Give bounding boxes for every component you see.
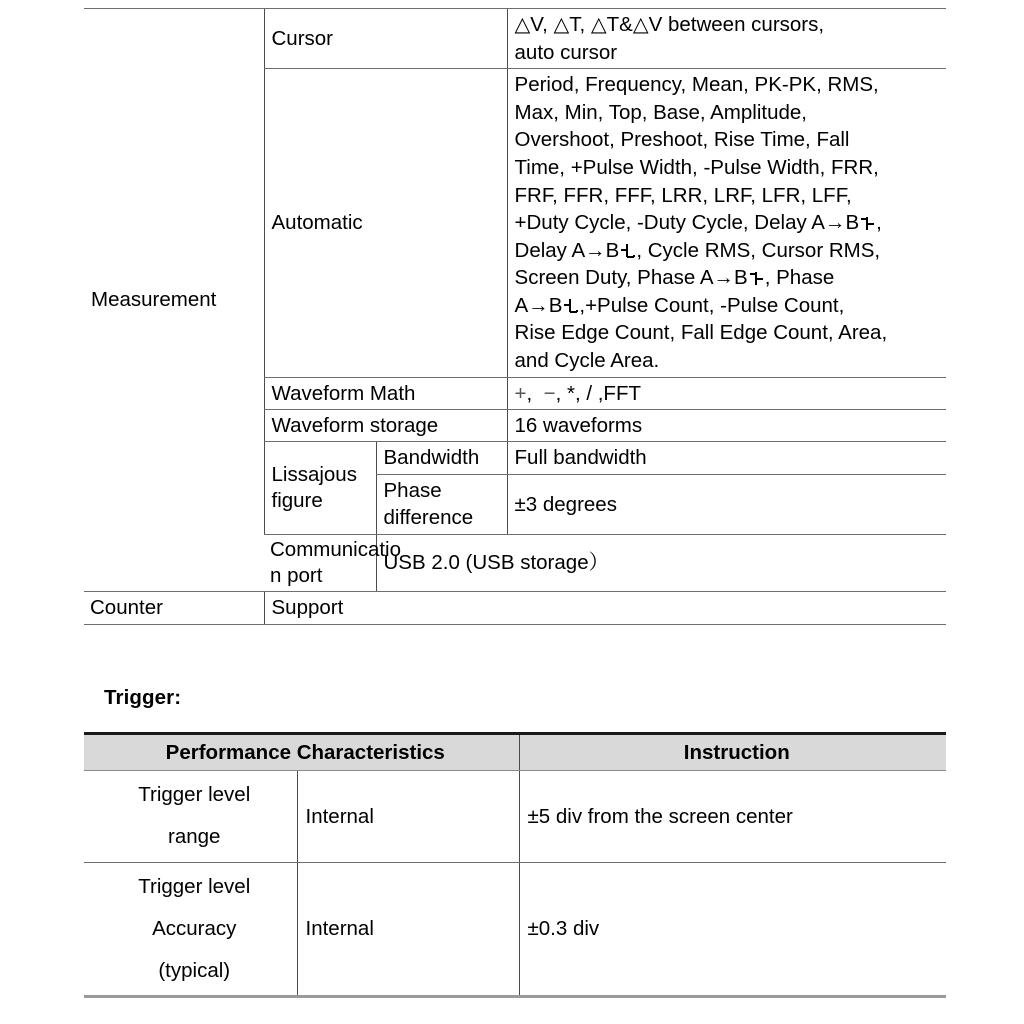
cell-phase-difference-name	[376, 474, 507, 534]
auto-line-11: and Cycle Area.	[514, 348, 660, 372]
cursor-value-line1: △V, △T, △T&△V between cursors,	[514, 13, 825, 36]
cell-trigger-accuracy-instruction: ±0.3 div	[519, 862, 946, 996]
comm-port-label-line2: n port	[270, 564, 323, 588]
phase-diff-line1: Phase	[383, 478, 442, 502]
row-label-communication-port	[264, 534, 402, 591]
auto-line-8-tail: , Phase	[764, 266, 835, 290]
cell-lissajous-label	[264, 442, 376, 534]
cell-counter-value: Support	[264, 592, 946, 624]
table-row	[84, 592, 946, 624]
cell-waveform-math-value	[507, 377, 946, 409]
table-row	[84, 771, 946, 862]
auto-line-9: A→B	[514, 293, 563, 317]
auto-line-6-tail: ,	[876, 211, 882, 235]
row-label-counter: Counter	[84, 592, 264, 624]
lissajous-label-line1: Lissajous	[271, 462, 357, 486]
column-header-instruction: Instruction	[519, 734, 946, 771]
auto-line-7-tail: , Cycle RMS, Cursor RMS,	[636, 238, 881, 262]
cell-cursor-name: Cursor	[264, 9, 507, 69]
auto-line-7: Delay A→B	[514, 238, 620, 262]
phase-diff-line2: difference	[383, 506, 474, 530]
cell-cursor-value	[507, 9, 946, 69]
trigger-level-accuracy-line1: Trigger level	[138, 874, 251, 898]
cell-waveform-math-name: Waveform Math	[264, 377, 507, 409]
trigger-level-accuracy-line2: Accuracy	[152, 916, 237, 940]
falling-edge-icon	[563, 298, 578, 315]
auto-line-9-tail: ,+Pulse Count, -Pulse Count,	[579, 293, 845, 317]
auto-line-2: Max, Min, Top, Base, Amplitude,	[514, 100, 807, 124]
math-sep1: ,	[526, 381, 544, 405]
measurement-spec-table	[84, 8, 946, 625]
lissajous-label-line2: figure	[271, 489, 323, 513]
auto-line-6: +Duty Cycle, -Duty Cycle, Delay A→B	[514, 211, 860, 235]
table-row	[84, 9, 946, 69]
cell-trigger-level-range	[84, 771, 297, 862]
cell-waveform-storage-name: Waveform storage	[264, 410, 507, 442]
trigger-level-range-line2: range	[168, 825, 221, 849]
cell-automatic-value	[507, 69, 946, 377]
cell-bandwidth-name: Bandwidth	[376, 442, 507, 474]
falling-edge-icon	[620, 243, 635, 260]
auto-line-8: Screen Duty, Phase A→B	[514, 266, 748, 290]
cell-trigger-accuracy-source: Internal	[297, 862, 519, 996]
row-label-measurement: Measurement	[84, 9, 264, 592]
cursor-value-line2: auto cursor	[514, 40, 618, 64]
cell-communication-port-value: USB 2.0 (USB storage）	[376, 534, 946, 591]
cell-trigger-level-accuracy	[84, 862, 297, 996]
cell-trigger-range-source: Internal	[297, 771, 519, 862]
cell-phase-difference-value: ±3 degrees	[507, 474, 946, 534]
auto-line-4: Time, +Pulse Width, -Pulse Width, FRR,	[514, 156, 879, 180]
trigger-level-range-line1: Trigger level	[138, 783, 251, 807]
auto-line-10: Rise Edge Count, Fall Edge Count, Area,	[514, 321, 888, 345]
cell-trigger-range-instruction: ±5 div from the screen center	[519, 771, 946, 862]
column-header-performance-characteristics: Performance Characteristics	[84, 734, 519, 771]
trigger-section-heading: Trigger:	[104, 686, 182, 709]
trigger-level-accuracy-line3: (typical)	[158, 958, 231, 982]
cell-automatic-name: Automatic	[264, 69, 507, 377]
auto-line-5: FRF, FFR, FFF, LRR, LRF, LFR, LFF,	[514, 183, 852, 207]
cell-waveform-storage-value: 16 waveforms	[507, 410, 946, 442]
math-rest: , *, / ,FFT	[555, 381, 641, 405]
measurement-spec-table-wrapper	[84, 8, 946, 625]
auto-line-1: Period, Frequency, Mean, PK-PK, RMS,	[514, 73, 879, 97]
cell-bandwidth-value: Full bandwidth	[507, 442, 946, 474]
trigger-table-wrapper	[84, 732, 946, 998]
trigger-table	[84, 732, 946, 998]
comm-port-label-line1: Communicatio	[270, 537, 402, 561]
math-minus-symbol: −	[543, 381, 556, 405]
rising-edge-icon	[860, 215, 875, 232]
math-plus-symbol: +	[514, 381, 527, 405]
table-row	[84, 862, 946, 996]
rising-edge-icon	[749, 270, 764, 287]
trigger-table-header-row	[84, 734, 946, 771]
auto-line-3: Overshoot, Preshoot, Rise Time, Fall	[514, 128, 850, 152]
